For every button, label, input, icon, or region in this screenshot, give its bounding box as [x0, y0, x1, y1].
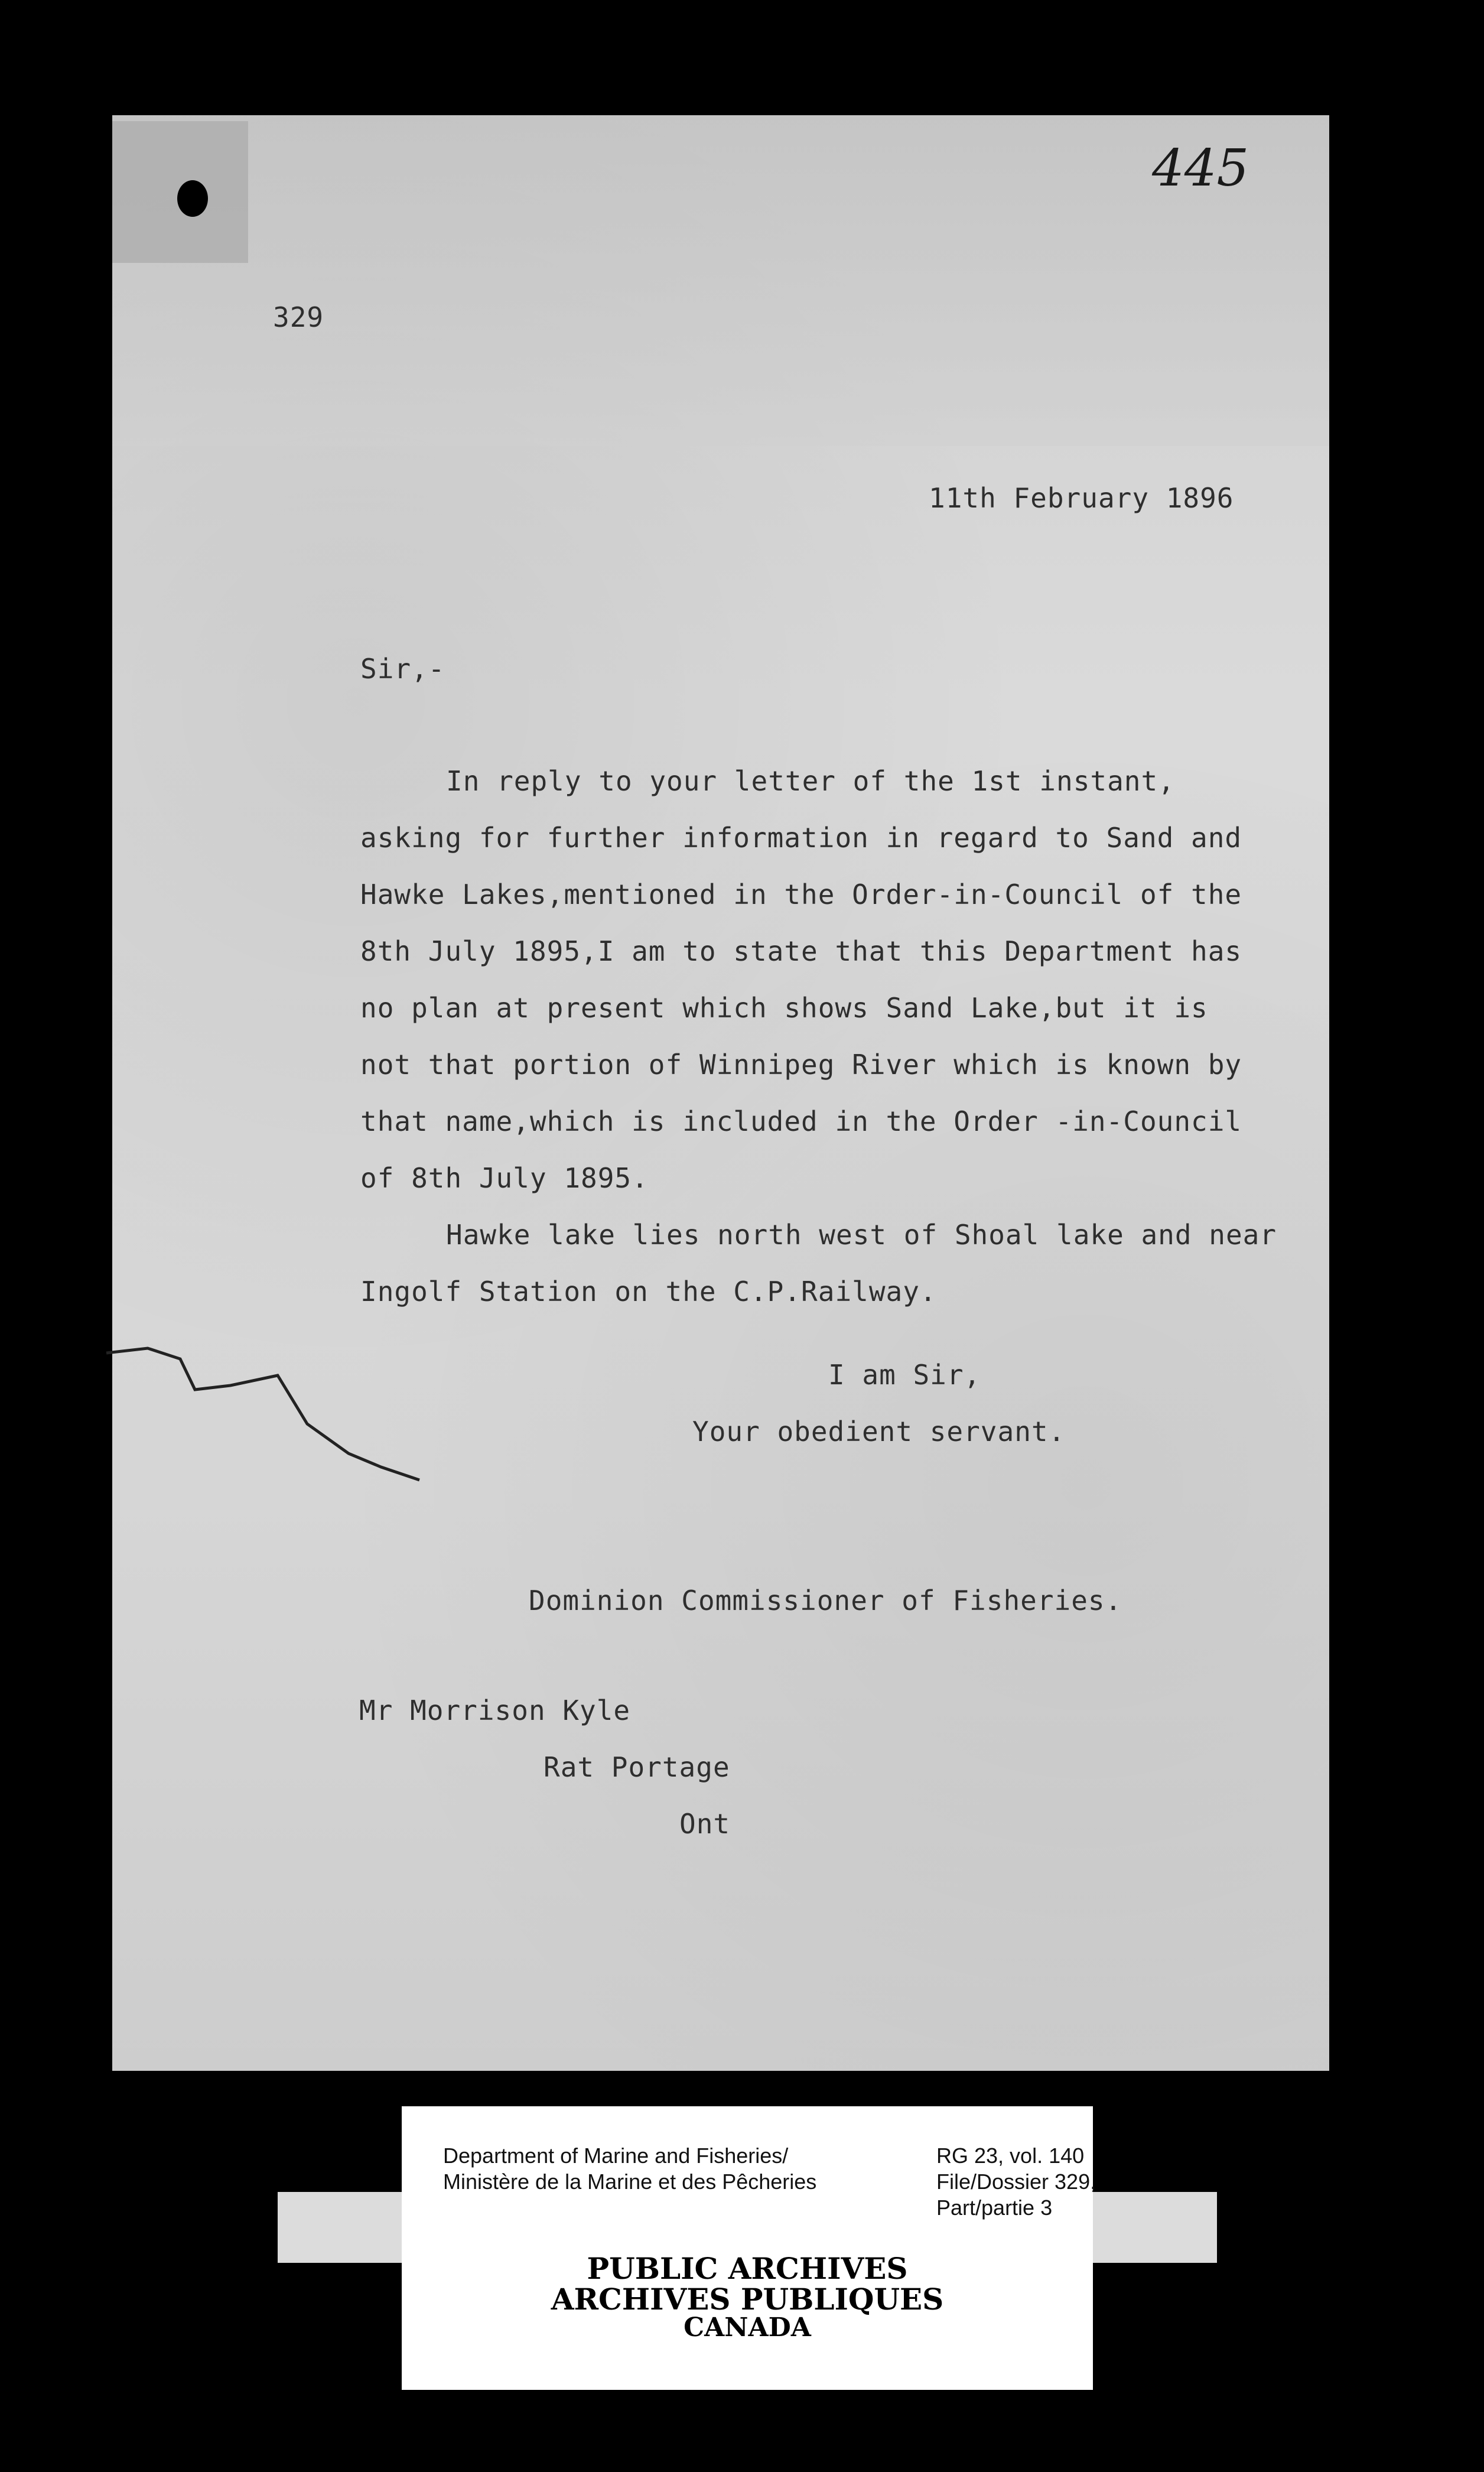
body-line: 8th July 1895,I am to state that this Department has [360, 935, 1242, 967]
ref-line: File/Dossier 329, [936, 2169, 1096, 2194]
archives-country: CANADA [684, 2312, 811, 2343]
closing-line: Your obedient servant. [692, 1416, 1066, 1448]
archives-fr: ARCHIVES PUBLIQUES [551, 2282, 944, 2317]
bleed-through-text [390, 1749, 1229, 1867]
signature-title: Dominion Commissioner of Fisheries. [529, 1585, 1122, 1616]
recipient-province: Ont [679, 1808, 731, 1840]
body-line: of 8th July 1895. [360, 1162, 649, 1194]
body-line: In reply to your letter of the 1st instant, [446, 765, 1175, 797]
archives-en: PUBLIC ARCHIVES [587, 2251, 908, 2286]
body-line: asking for further information in regard to Sand and [360, 822, 1242, 854]
closing-line: I am Sir, [828, 1359, 981, 1391]
ref-line: Part/partie 3 [936, 2195, 1053, 2220]
salutation: Sir,- [360, 653, 445, 685]
folio-number: 445 [1152, 139, 1249, 198]
body-line: Hawke Lakes,mentioned in the Order-in-Council of the [360, 879, 1242, 910]
recipient-town: Rat Portage [544, 1751, 730, 1783]
dept-fr: Ministère de la Marine et des Pêcheries [443, 2169, 817, 2194]
dept-en: Department of Marine and Fisheries/ [443, 2144, 789, 2168]
recipient-name: Mr Morrison Kyle [359, 1694, 631, 1726]
body-line: Hawke lake lies north west of Shoal lake and near [446, 1219, 1277, 1251]
stamp-reference [936, 2143, 1096, 2221]
stamp-department [443, 2143, 816, 2195]
body-line: no plan at present which shows Sand Lake,but it is [360, 992, 1208, 1024]
page-number: 329 [273, 301, 324, 333]
ref-line: RG 23, vol. 140 [936, 2144, 1085, 2168]
archive-stamp [402, 2106, 1096, 2390]
body-line: that name,which is included in the Order -in-Council [360, 1105, 1242, 1137]
body-line: Ingolf Station on the C.P.Railway. [360, 1276, 937, 1307]
body-line: not that portion of Winnipeg River which is known by [360, 1049, 1242, 1081]
letter-date: 11th February 1896 [929, 482, 1234, 514]
